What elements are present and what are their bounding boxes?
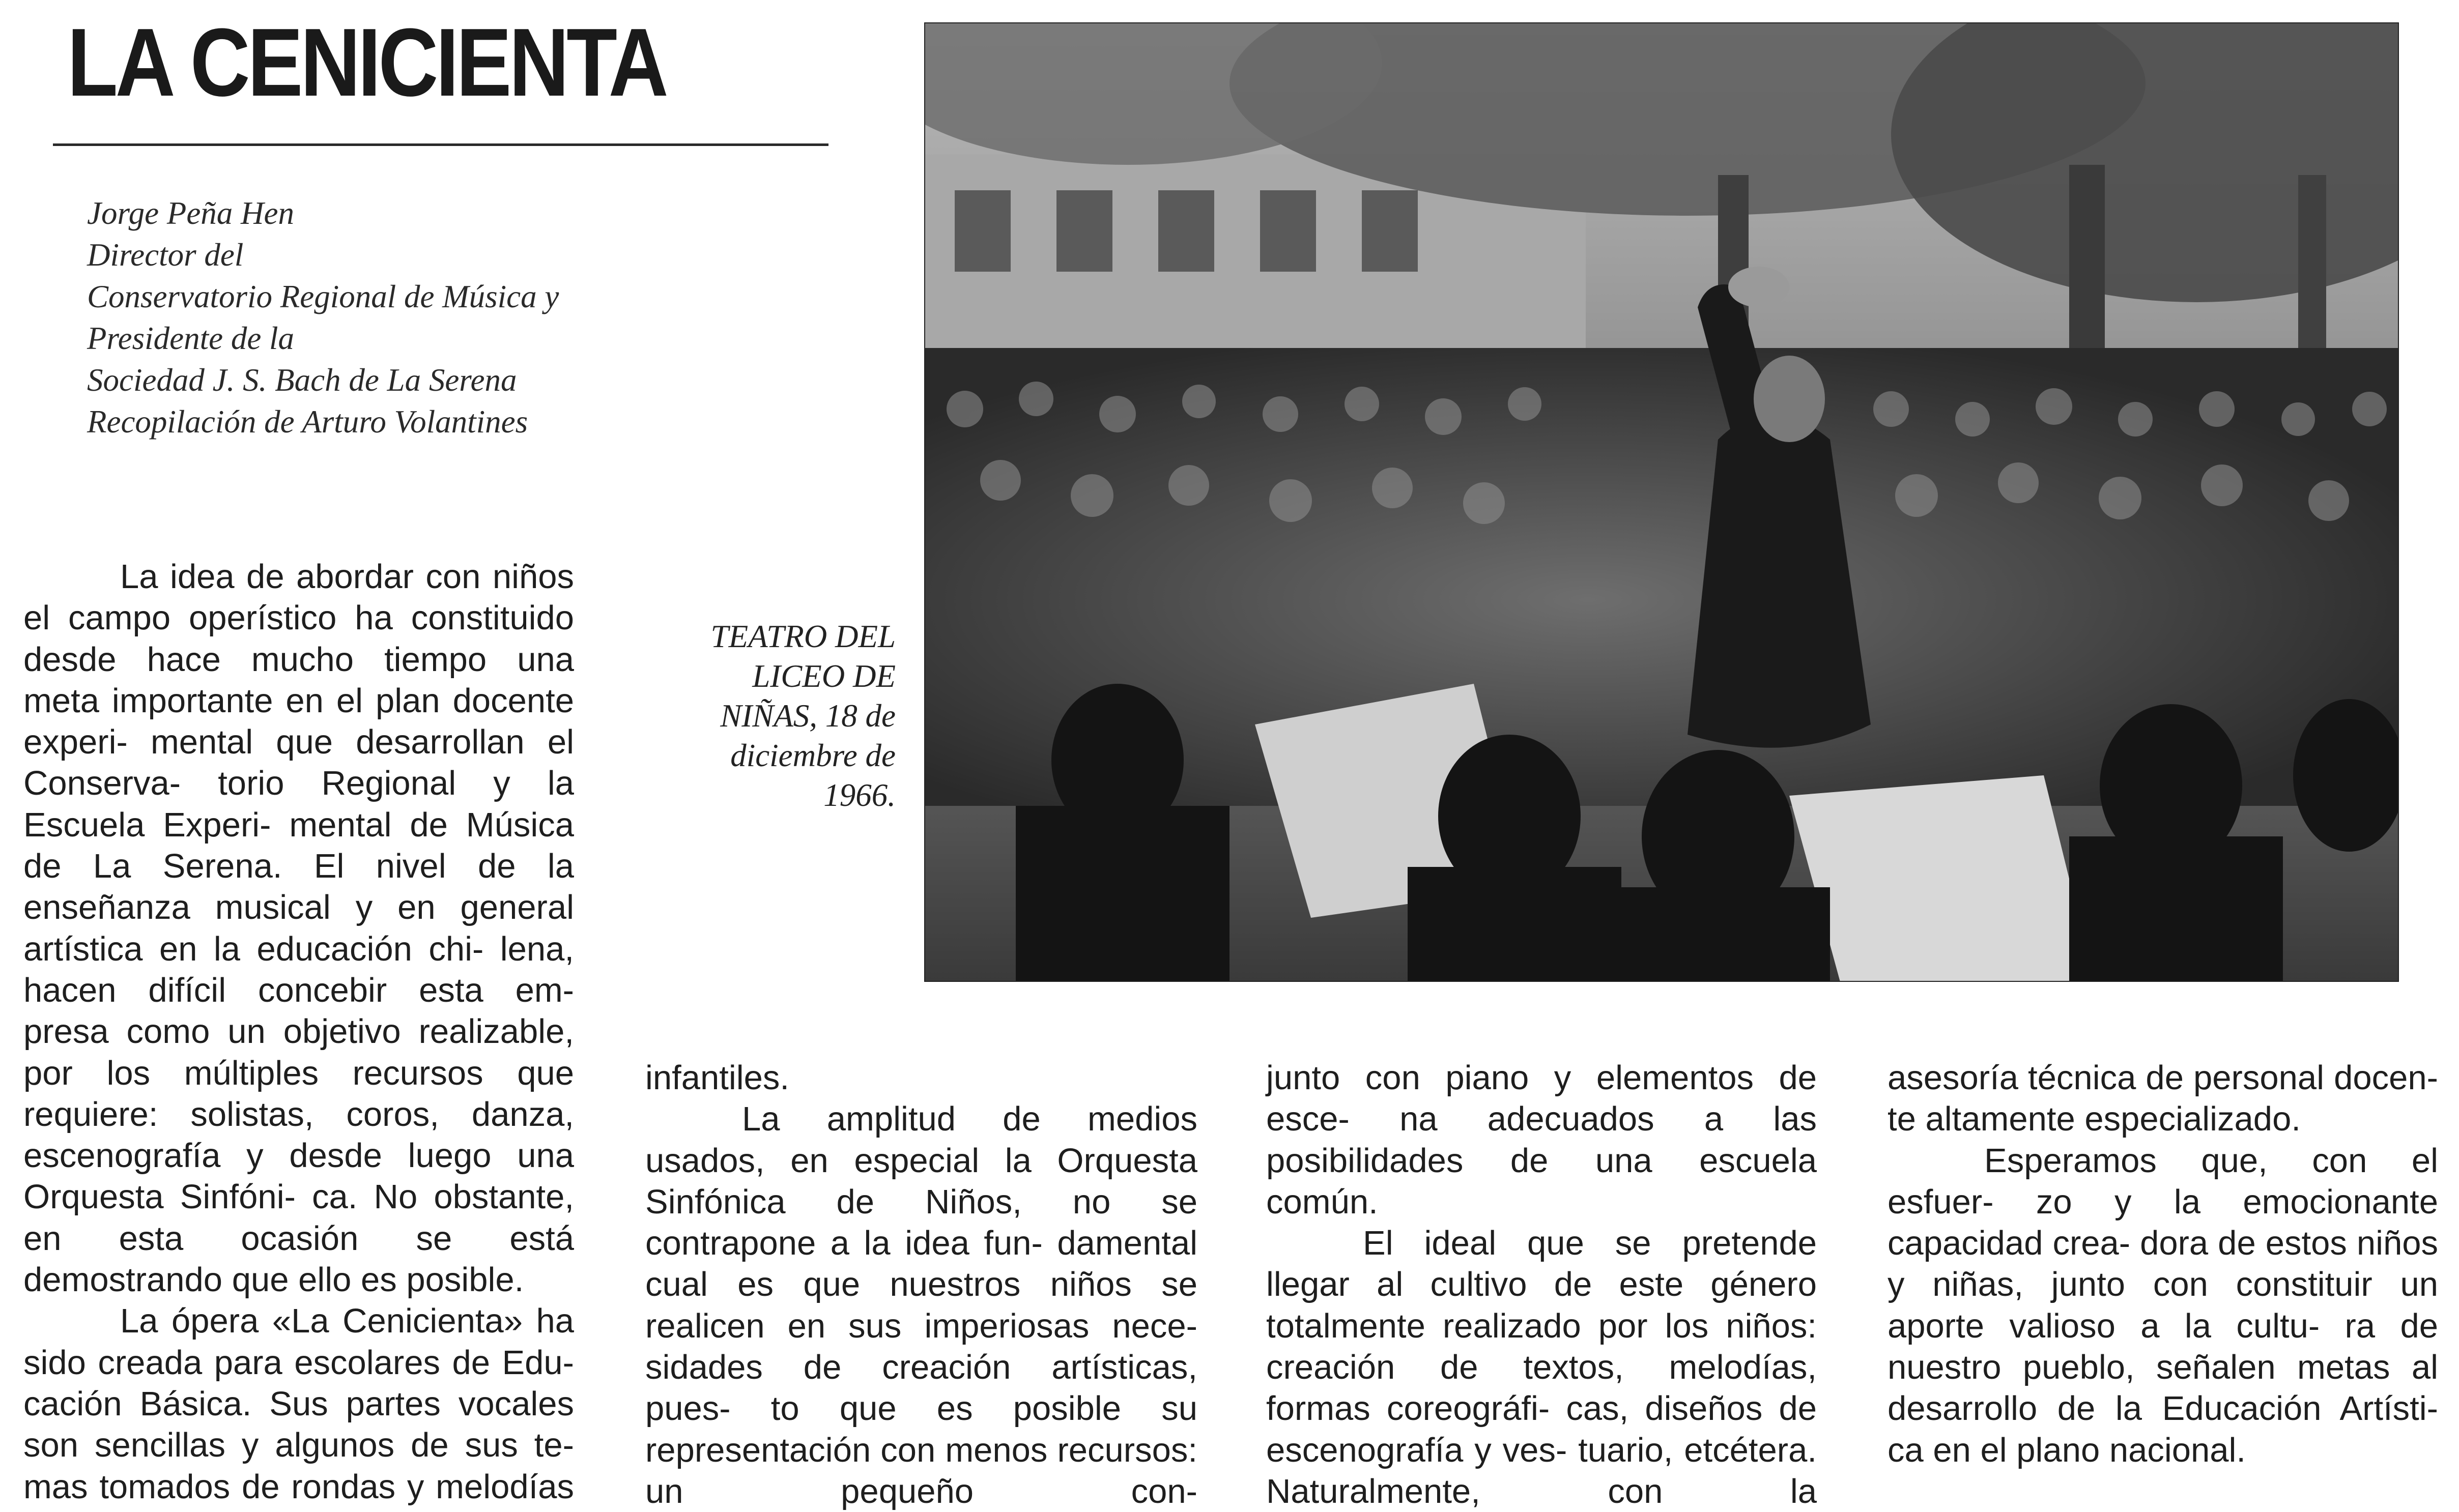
text-line: son sencillas y algunos de sus te- [23, 1426, 574, 1465]
text-line: dora de estos niños y niñas, junto con [1888, 1224, 2438, 1304]
text-line: zo y la emocionante capacidad crea- [1888, 1182, 2438, 1263]
author-byline [87, 192, 559, 443]
body-column-4 [1888, 1057, 2438, 1471]
paragraph [23, 556, 574, 1300]
text-line: asesoría técnica de personal docen- [1888, 1059, 2438, 1097]
text-line: cas, diseños de escenografía y ves- [1266, 1389, 1817, 1469]
text-line: con menos recursos: un pequeño con- [645, 1431, 1197, 1510]
paragraph [1888, 1140, 2438, 1471]
body-column-1 [23, 556, 574, 1507]
text-line: junto con piano y elementos de esce- [1266, 1059, 1817, 1139]
text-line: presa como un objetivo realizable, por [23, 1012, 574, 1092]
text-line: sido creada para escolares de Edu- [23, 1343, 574, 1382]
paragraph [645, 1098, 1197, 1512]
title-divider [53, 143, 828, 146]
text-line: mental que desarrollan el Conserva- [23, 723, 575, 803]
text-line: Niños, no se contrapone a la idea fun- [645, 1182, 1197, 1263]
byline-line: Sociedad J. S. Bach de La Serena [87, 362, 517, 398]
text-line: sidades de creación artísticas, pues- [645, 1348, 1197, 1428]
text-line: se realicen en sus imperiosas nece- [645, 1265, 1197, 1345]
text-line: importante en el plan docente experi- [23, 681, 574, 762]
text-line: cación Básica. Sus partes vocales [23, 1384, 574, 1423]
byline-line: Recopilación de Arturo Volantines [87, 404, 528, 440]
text-line: una escuela común. [1266, 1141, 1817, 1221]
byline-line: Jorge Peña Hen [87, 195, 295, 231]
byline-line: Director del [87, 237, 244, 273]
caption-line: NIÑAS, 18 de [720, 698, 896, 734]
text-line: damental cual es que nuestros niños [645, 1224, 1197, 1304]
text-line: está demostrando que ello es posible. [23, 1219, 574, 1299]
text-line: al cultivo de este género totalmente [1266, 1265, 1817, 1345]
text-line: desde hace mucho tiempo una meta [23, 640, 574, 720]
caption-line: 1966. [823, 777, 896, 813]
text-line: torio Regional y la Escuela Experi- [23, 764, 574, 844]
text-line: te altamente especializado. [1888, 1100, 2301, 1139]
text-line: nivel de la enseñanza musical y en [23, 847, 574, 927]
text-line: y desde luego una Orquesta Sinfóni- [23, 1137, 574, 1216]
caption-line: TEATRO DEL [710, 619, 896, 654]
text-line: general artística en la educación chi- [23, 888, 575, 968]
text-line: ra de nuestro pueblo, señalen metas [1888, 1306, 2438, 1387]
text-line: mental de Música de La Serena. El [23, 805, 574, 886]
body-column-3 [1266, 1057, 1817, 1512]
text-line: El ideal que se pretende llegar [1266, 1224, 1817, 1304]
text-line: La amplitud de medios usados, [645, 1100, 1197, 1180]
paragraph [1888, 1057, 2438, 1140]
text-line: to que es posible su representación [645, 1389, 1198, 1469]
body-column-2 [645, 1057, 1197, 1512]
text-line: constituir un aporte valioso a la cultu- [1888, 1265, 2438, 1345]
text-line: el campo operístico ha constituido [23, 599, 574, 637]
text-line: textos, melodías, formas coreográfi- [1266, 1348, 1817, 1428]
text-line: ca en el plano nacional. [1888, 1431, 2246, 1469]
text-line: lena, hacen difícil concebir esta em- [23, 929, 574, 1009]
text-line: en especial la Orquesta Sinfónica de [645, 1141, 1197, 1221]
photo-image [924, 22, 2399, 982]
paragraph [1266, 1057, 1817, 1223]
text-line: solistas, coros, danza, escenografía [23, 1095, 574, 1175]
text-line: Esperamos que, con el esfuer- [1888, 1141, 2438, 1221]
photo-caption [611, 617, 896, 815]
text-line: na adecuados a las posibilidades de [1266, 1100, 1817, 1180]
caption-line: LICEO DE [752, 658, 896, 694]
text-line: tuario, etcétera. Naturalmente, con la [1266, 1431, 1817, 1510]
concert-photo [924, 22, 2399, 982]
text-line: ca. No obstante, en esta ocasión se [23, 1178, 574, 1258]
paragraph [645, 1057, 1197, 1098]
paragraph [1266, 1223, 1817, 1512]
text-line: La idea de abordar con niños [120, 558, 574, 596]
text-line: los múltiples recursos que requiere: [23, 1054, 574, 1133]
byline-line: Conservatorio Regional de Música y [87, 279, 559, 314]
text-line: La ópera «La Cenicienta» ha [120, 1302, 574, 1341]
paragraph [23, 1300, 574, 1507]
text-line: mas tomados de rondas y melodías [23, 1467, 574, 1506]
text-line: infantiles. [645, 1059, 790, 1097]
caption-line: diciembre de [730, 738, 896, 773]
article-title: LA CENICIENTA [67, 9, 666, 117]
text-line: al desarrollo de la Educación Artísti- [1888, 1348, 2438, 1428]
byline-line: Presidente de la [87, 321, 295, 356]
text-line: realizado por los niños: creación de [1266, 1306, 1817, 1387]
